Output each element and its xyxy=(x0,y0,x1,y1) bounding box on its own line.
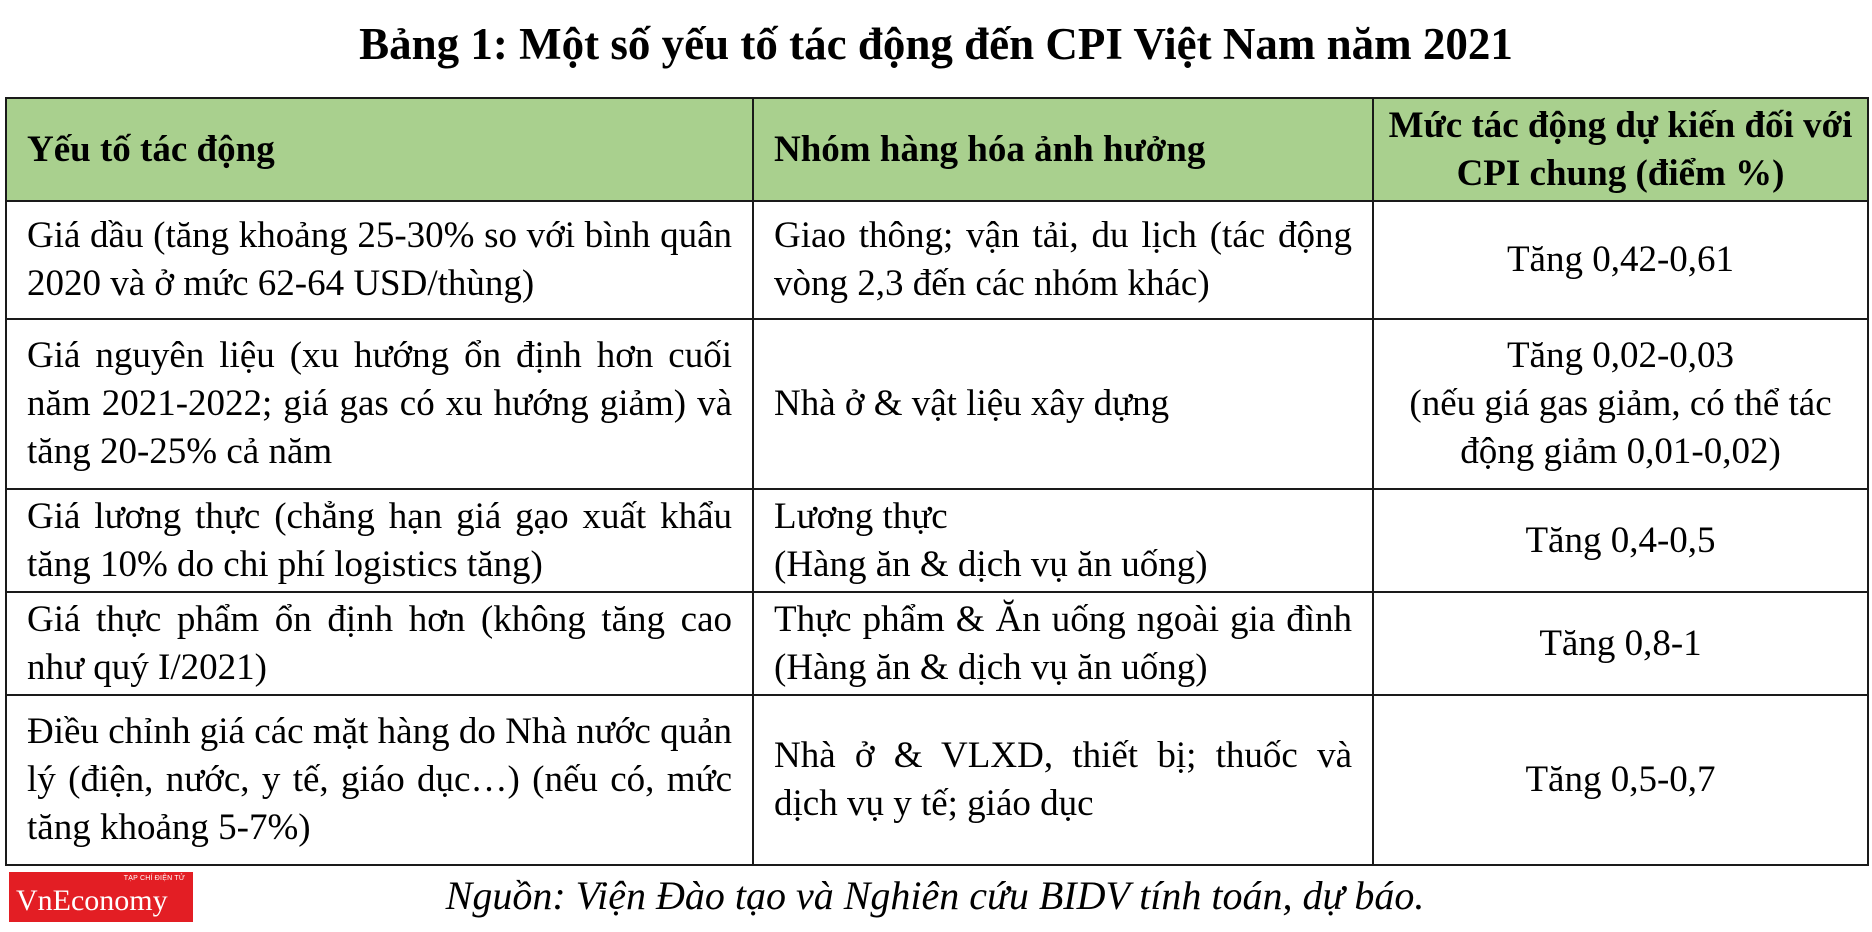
group-cell: Thực phẩm & Ăn uống ngoài gia đình (Hàng ăn & dịch vụ ăn uống) xyxy=(753,592,1373,695)
logo-tagline: TẠP CHÍ ĐIỆN TỬ xyxy=(123,875,185,882)
cpi-impact-table xyxy=(5,97,1869,866)
table-header-row xyxy=(6,98,1868,201)
group-cell: Nhà ở & vật liệu xây dựng xyxy=(753,319,1373,489)
table-row xyxy=(6,695,1868,865)
vneconomy-logo xyxy=(9,872,193,922)
source-note: Nguồn: Viện Đào tạo và Nghiên cứu BIDV tính toán, dự báo. xyxy=(445,873,1425,918)
factor-cell: Giá thực phẩm ổn định hơn (không tăng cao như quý I/2021) xyxy=(6,592,753,695)
table-row xyxy=(6,319,1868,489)
factor-cell: Giá dầu (tăng khoảng 25-30% so với bình quân 2020 và ở mức 62-64 USD/thùng) xyxy=(6,201,753,319)
factor-cell: Giá nguyên liệu (xu hướng ổn định hơn cuối năm 2021-2022; giá gas có xu hướng giảm) và tăng 20-25% cả năm xyxy=(6,319,753,489)
logo-wordmark: VnEconomy xyxy=(16,884,168,917)
impact-cell: Tăng 0,4-0,5 xyxy=(1373,489,1868,592)
factor-cell: Giá lương thực (chẳng hạn giá gạo xuất khẩu tăng 10% do chi phí logistics tăng) xyxy=(6,489,753,592)
impact-cell: Tăng 0,8-1 xyxy=(1373,592,1868,695)
header-affected-group: Nhóm hàng hóa ảnh hưởng xyxy=(753,98,1373,201)
group-cell: Lương thực (Hàng ăn & dịch vụ ăn uống) xyxy=(753,489,1373,592)
table-row xyxy=(6,489,1868,592)
header-expected-impact: Mức tác động dự kiến đối với CPI chung (điểm %) xyxy=(1373,98,1868,201)
factor-cell: Điều chỉnh giá các mặt hàng do Nhà nước quản lý (điện, nước, y tế, giáo dục…) (nếu có, mức tăng khoảng 5-7%) xyxy=(6,695,753,865)
table-row xyxy=(6,201,1868,319)
group-cell: Giao thông; vận tải, du lịch (tác động vòng 2,3 đến các nhóm khác) xyxy=(753,201,1373,319)
impact-cell: Tăng 0,42-0,61 xyxy=(1373,201,1868,319)
header-factor: Yếu tố tác động xyxy=(6,98,753,201)
impact-cell: Tăng 0,02-0,03 (nếu giá gas giảm, có thể tác động giảm 0,01-0,02) xyxy=(1373,319,1868,489)
group-cell: Nhà ở & VLXD, thiết bị; thuốc và dịch vụ y tế; giáo dục xyxy=(753,695,1373,865)
impact-cell: Tăng 0,5-0,7 xyxy=(1373,695,1868,865)
table-row xyxy=(6,592,1868,695)
table-title: Bảng 1: Một số yếu tố tác động đến CPI Việt Nam năm 2021 xyxy=(359,19,1513,69)
